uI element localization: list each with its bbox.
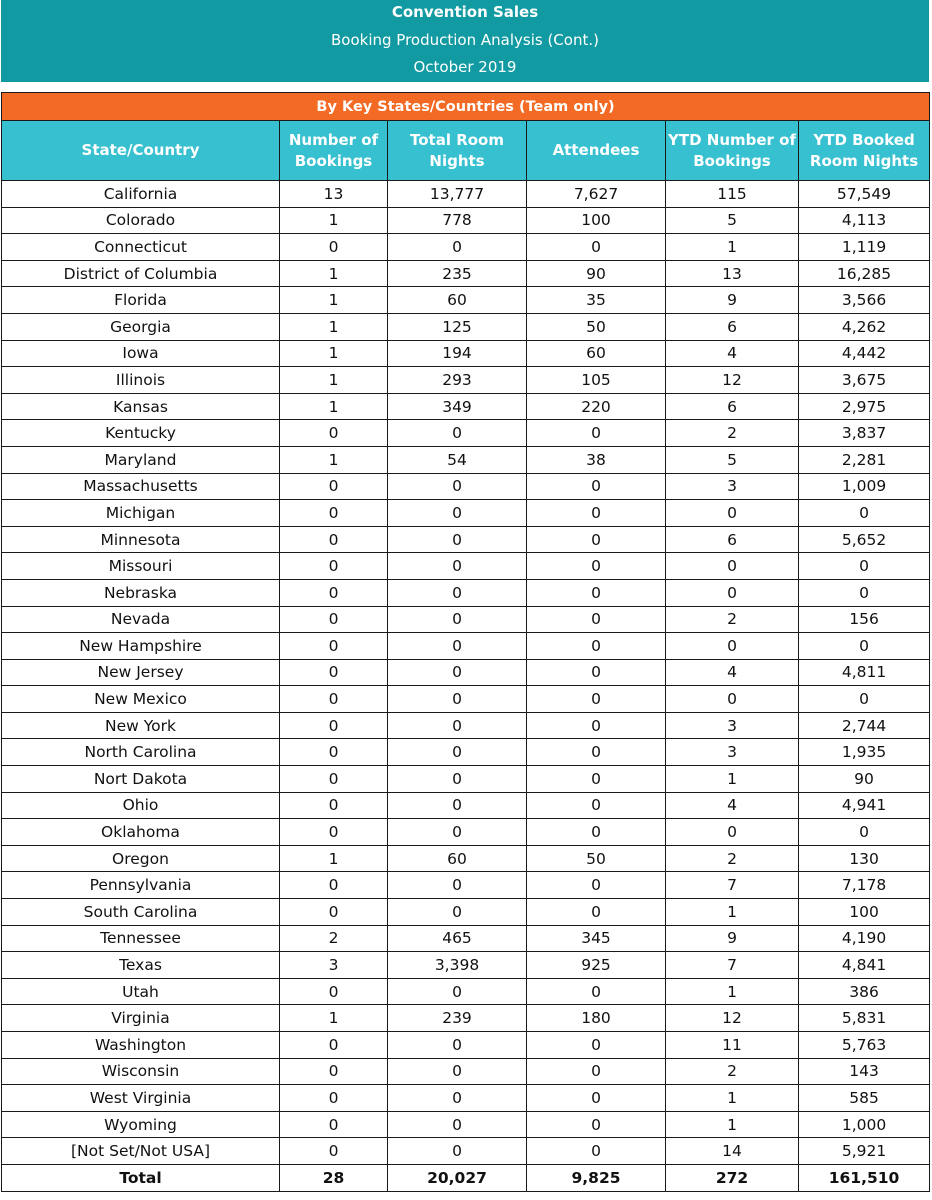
cell-room-nights: 465	[388, 925, 527, 952]
total-ytd-bookings: 272	[666, 1164, 799, 1191]
cell-state: North Carolina	[2, 739, 280, 766]
cell-bookings: 0	[280, 1111, 388, 1138]
cell-room-nights: 0	[388, 473, 527, 500]
cell-ytd-room-nights: 1,935	[799, 739, 930, 766]
cell-ytd-room-nights: 0	[799, 819, 930, 846]
cell-ytd-bookings: 0	[666, 819, 799, 846]
cell-ytd-bookings: 2	[666, 606, 799, 633]
cell-room-nights: 0	[388, 978, 527, 1005]
cell-ytd-bookings: 9	[666, 287, 799, 314]
cell-ytd-room-nights: 4,113	[799, 207, 930, 234]
cell-state: Michigan	[2, 500, 280, 527]
table-row	[2, 792, 930, 819]
cell-room-nights: 0	[388, 1111, 527, 1138]
cell-ytd-room-nights: 4,442	[799, 340, 930, 367]
cell-attendees: 0	[527, 766, 666, 793]
cell-state: Oregon	[2, 845, 280, 872]
cell-state: Nevada	[2, 606, 280, 633]
cell-ytd-bookings: 6	[666, 393, 799, 420]
cell-ytd-room-nights: 5,831	[799, 1005, 930, 1032]
cell-attendees: 50	[527, 845, 666, 872]
cell-ytd-bookings: 115	[666, 181, 799, 208]
cell-room-nights: 125	[388, 313, 527, 340]
cell-state: Wyoming	[2, 1111, 280, 1138]
table-row	[2, 367, 930, 394]
table-row	[2, 420, 930, 447]
cell-ytd-bookings: 2	[666, 420, 799, 447]
table-row	[2, 553, 930, 580]
cell-ytd-bookings: 7	[666, 872, 799, 899]
cell-ytd-bookings: 3	[666, 739, 799, 766]
cell-state: California	[2, 181, 280, 208]
cell-state: Florida	[2, 287, 280, 314]
cell-bookings: 1	[280, 393, 388, 420]
cell-state: Illinois	[2, 367, 280, 394]
cell-ytd-room-nights: 100	[799, 899, 930, 926]
table-row	[2, 978, 930, 1005]
cell-ytd-room-nights: 4,841	[799, 952, 930, 979]
cell-attendees: 0	[527, 420, 666, 447]
cell-ytd-bookings: 3	[666, 473, 799, 500]
cell-attendees: 0	[527, 739, 666, 766]
report-title: Convention Sales	[391, 3, 539, 21]
cell-room-nights: 0	[388, 792, 527, 819]
cell-bookings: 0	[280, 579, 388, 606]
cell-room-nights: 60	[388, 845, 527, 872]
cell-state: Kentucky	[2, 420, 280, 447]
cell-ytd-room-nights: 3,675	[799, 367, 930, 394]
cell-attendees: 0	[527, 553, 666, 580]
cell-state: Colorado	[2, 207, 280, 234]
cell-ytd-bookings: 1	[666, 766, 799, 793]
table-row	[2, 207, 930, 234]
table-row	[2, 500, 930, 527]
cell-room-nights: 349	[388, 393, 527, 420]
cell-attendees: 345	[527, 925, 666, 952]
cell-ytd-room-nights: 2,744	[799, 712, 930, 739]
cell-state: West Virginia	[2, 1085, 280, 1112]
cell-bookings: 0	[280, 819, 388, 846]
column-header-ytd-bookings: YTD Number of Bookings	[666, 121, 799, 181]
cell-room-nights: 0	[388, 819, 527, 846]
cell-state: Washington	[2, 1032, 280, 1059]
cell-ytd-room-nights: 0	[799, 633, 930, 660]
cell-room-nights: 0	[388, 1085, 527, 1112]
section-title: By Key States/Countries (Team only)	[2, 93, 930, 121]
table-row	[2, 393, 930, 420]
cell-bookings: 0	[280, 1085, 388, 1112]
cell-ytd-bookings: 9	[666, 925, 799, 952]
cell-bookings: 0	[280, 659, 388, 686]
cell-attendees: 90	[527, 260, 666, 287]
cell-ytd-bookings: 2	[666, 1058, 799, 1085]
cell-bookings: 0	[280, 792, 388, 819]
cell-ytd-bookings: 0	[666, 500, 799, 527]
cell-state: Nebraska	[2, 579, 280, 606]
table-row	[2, 579, 930, 606]
cell-ytd-bookings: 6	[666, 526, 799, 553]
cell-room-nights: 239	[388, 1005, 527, 1032]
cell-state: Kansas	[2, 393, 280, 420]
column-header-row	[2, 121, 930, 181]
cell-room-nights: 60	[388, 287, 527, 314]
cell-attendees: 50	[527, 313, 666, 340]
table-row	[2, 1111, 930, 1138]
cell-ytd-room-nights: 585	[799, 1085, 930, 1112]
cell-bookings: 0	[280, 1138, 388, 1165]
table-row	[2, 606, 930, 633]
cell-ytd-room-nights: 3,837	[799, 420, 930, 447]
table-row	[2, 766, 930, 793]
table-row	[2, 925, 930, 952]
cell-ytd-room-nights: 1,009	[799, 473, 930, 500]
table-row	[2, 819, 930, 846]
cell-state: Virginia	[2, 1005, 280, 1032]
cell-attendees: 0	[527, 1111, 666, 1138]
cell-room-nights: 0	[388, 526, 527, 553]
cell-attendees: 0	[527, 473, 666, 500]
cell-ytd-room-nights: 143	[799, 1058, 930, 1085]
cell-attendees: 180	[527, 1005, 666, 1032]
cell-room-nights: 0	[388, 234, 527, 261]
table-row	[2, 845, 930, 872]
cell-attendees: 105	[527, 367, 666, 394]
cell-bookings: 0	[280, 1058, 388, 1085]
report-banner	[1, 0, 929, 82]
cell-room-nights: 0	[388, 899, 527, 926]
cell-bookings: 3	[280, 952, 388, 979]
table-row	[2, 526, 930, 553]
cell-room-nights: 0	[388, 872, 527, 899]
cell-room-nights: 778	[388, 207, 527, 234]
cell-state: [Not Set/Not USA]	[2, 1138, 280, 1165]
cell-state: Nort Dakota	[2, 766, 280, 793]
cell-room-nights: 0	[388, 686, 527, 713]
cell-ytd-room-nights: 4,811	[799, 659, 930, 686]
cell-bookings: 1	[280, 207, 388, 234]
cell-state: Maryland	[2, 446, 280, 473]
cell-attendees: 220	[527, 393, 666, 420]
table-row	[2, 739, 930, 766]
cell-ytd-room-nights: 4,941	[799, 792, 930, 819]
table-row	[2, 899, 930, 926]
cell-bookings: 0	[280, 739, 388, 766]
cell-bookings: 1	[280, 367, 388, 394]
cell-ytd-bookings: 7	[666, 952, 799, 979]
cell-state: Pennsylvania	[2, 872, 280, 899]
cell-state: New Hampshire	[2, 633, 280, 660]
cell-ytd-bookings: 1	[666, 978, 799, 1005]
cell-attendees: 0	[527, 1085, 666, 1112]
cell-bookings: 0	[280, 473, 388, 500]
cell-room-nights: 0	[388, 659, 527, 686]
column-header-attendees: Attendees	[527, 121, 666, 181]
cell-bookings: 1	[280, 313, 388, 340]
cell-ytd-room-nights: 2,281	[799, 446, 930, 473]
cell-ytd-room-nights: 4,190	[799, 925, 930, 952]
cell-room-nights: 235	[388, 260, 527, 287]
cell-ytd-room-nights: 5,921	[799, 1138, 930, 1165]
cell-bookings: 2	[280, 925, 388, 952]
table-row	[2, 872, 930, 899]
cell-state: Wisconsin	[2, 1058, 280, 1085]
cell-ytd-room-nights: 5,652	[799, 526, 930, 553]
cell-ytd-room-nights: 0	[799, 553, 930, 580]
cell-room-nights: 194	[388, 340, 527, 367]
cell-room-nights: 0	[388, 553, 527, 580]
cell-bookings: 0	[280, 686, 388, 713]
cell-state: Ohio	[2, 792, 280, 819]
cell-room-nights: 293	[388, 367, 527, 394]
cell-ytd-bookings: 6	[666, 313, 799, 340]
cell-ytd-room-nights: 5,763	[799, 1032, 930, 1059]
table-row	[2, 1005, 930, 1032]
cell-ytd-bookings: 14	[666, 1138, 799, 1165]
cell-room-nights: 0	[388, 766, 527, 793]
cell-attendees: 0	[527, 978, 666, 1005]
cell-ytd-bookings: 5	[666, 446, 799, 473]
cell-attendees: 60	[527, 340, 666, 367]
cell-bookings: 1	[280, 260, 388, 287]
cell-attendees: 0	[527, 1058, 666, 1085]
cell-bookings: 0	[280, 712, 388, 739]
cell-attendees: 7,627	[527, 181, 666, 208]
cell-state: Iowa	[2, 340, 280, 367]
section-header-row	[2, 93, 930, 121]
table-row	[2, 313, 930, 340]
cell-bookings: 0	[280, 872, 388, 899]
cell-room-nights: 3,398	[388, 952, 527, 979]
table-row	[2, 1058, 930, 1085]
cell-ytd-bookings: 1	[666, 1111, 799, 1138]
table-row	[2, 1138, 930, 1165]
column-header-ytd-room-nights: YTD Booked Room Nights	[799, 121, 930, 181]
cell-bookings: 0	[280, 553, 388, 580]
cell-attendees: 0	[527, 1032, 666, 1059]
cell-room-nights: 0	[388, 606, 527, 633]
cell-ytd-bookings: 13	[666, 260, 799, 287]
table-row	[2, 633, 930, 660]
table-row	[2, 340, 930, 367]
table-row	[2, 659, 930, 686]
cell-state: New Jersey	[2, 659, 280, 686]
cell-ytd-room-nights: 0	[799, 686, 930, 713]
cell-attendees: 0	[527, 234, 666, 261]
cell-attendees: 38	[527, 446, 666, 473]
cell-bookings: 0	[280, 526, 388, 553]
cell-attendees: 100	[527, 207, 666, 234]
cell-attendees: 0	[527, 819, 666, 846]
column-header-room-nights: Total Room Nights	[388, 121, 527, 181]
cell-ytd-room-nights: 2,975	[799, 393, 930, 420]
cell-room-nights: 0	[388, 1138, 527, 1165]
table-row	[2, 952, 930, 979]
cell-attendees: 0	[527, 899, 666, 926]
cell-bookings: 0	[280, 978, 388, 1005]
cell-ytd-bookings: 0	[666, 553, 799, 580]
cell-bookings: 1	[280, 845, 388, 872]
table-row	[2, 181, 930, 208]
cell-ytd-room-nights: 16,285	[799, 260, 930, 287]
cell-ytd-room-nights: 386	[799, 978, 930, 1005]
cell-room-nights: 0	[388, 1032, 527, 1059]
cell-attendees: 0	[527, 526, 666, 553]
cell-ytd-room-nights: 130	[799, 845, 930, 872]
cell-bookings: 0	[280, 633, 388, 660]
cell-state: New York	[2, 712, 280, 739]
cell-ytd-bookings: 0	[666, 579, 799, 606]
cell-attendees: 0	[527, 659, 666, 686]
cell-bookings: 0	[280, 766, 388, 793]
cell-ytd-bookings: 0	[666, 686, 799, 713]
table-row	[2, 260, 930, 287]
cell-bookings: 0	[280, 1032, 388, 1059]
cell-state: New Mexico	[2, 686, 280, 713]
cell-bookings: 0	[280, 606, 388, 633]
cell-state: Tennessee	[2, 925, 280, 952]
cell-bookings: 1	[280, 1005, 388, 1032]
cell-ytd-bookings: 0	[666, 633, 799, 660]
column-header-state: State/Country	[2, 121, 280, 181]
cell-state: District of Columbia	[2, 260, 280, 287]
cell-ytd-room-nights: 1,000	[799, 1111, 930, 1138]
column-header-bookings: Number of Bookings	[280, 121, 388, 181]
total-bookings: 28	[280, 1164, 388, 1191]
table-body	[2, 181, 930, 1165]
cell-bookings: 0	[280, 420, 388, 447]
cell-ytd-bookings: 4	[666, 340, 799, 367]
cell-attendees: 35	[527, 287, 666, 314]
cell-ytd-room-nights: 7,178	[799, 872, 930, 899]
cell-ytd-bookings: 4	[666, 792, 799, 819]
total-room-nights: 20,027	[388, 1164, 527, 1191]
cell-bookings: 13	[280, 181, 388, 208]
cell-bookings: 1	[280, 340, 388, 367]
cell-room-nights: 54	[388, 446, 527, 473]
cell-ytd-bookings: 12	[666, 1005, 799, 1032]
cell-state: Georgia	[2, 313, 280, 340]
cell-ytd-room-nights: 4,262	[799, 313, 930, 340]
table-row	[2, 473, 930, 500]
cell-bookings: 0	[280, 899, 388, 926]
cell-ytd-bookings: 11	[666, 1032, 799, 1059]
total-label: Total	[2, 1164, 280, 1191]
cell-attendees: 0	[527, 712, 666, 739]
cell-room-nights: 0	[388, 1058, 527, 1085]
cell-ytd-bookings: 5	[666, 207, 799, 234]
table-row	[2, 1085, 930, 1112]
table-row	[2, 712, 930, 739]
cell-state: South Carolina	[2, 899, 280, 926]
cell-room-nights: 0	[388, 633, 527, 660]
cell-ytd-bookings: 4	[666, 659, 799, 686]
table-row	[2, 686, 930, 713]
cell-attendees: 0	[527, 500, 666, 527]
cell-ytd-bookings: 12	[666, 367, 799, 394]
cell-ytd-bookings: 1	[666, 234, 799, 261]
cell-room-nights: 0	[388, 739, 527, 766]
cell-state: Texas	[2, 952, 280, 979]
cell-ytd-bookings: 3	[666, 712, 799, 739]
cell-attendees: 0	[527, 686, 666, 713]
cell-ytd-bookings: 1	[666, 899, 799, 926]
cell-ytd-room-nights: 90	[799, 766, 930, 793]
cell-attendees: 0	[527, 606, 666, 633]
cell-attendees: 0	[527, 792, 666, 819]
cell-attendees: 0	[527, 872, 666, 899]
cell-bookings: 1	[280, 287, 388, 314]
cell-ytd-room-nights: 0	[799, 500, 930, 527]
cell-ytd-room-nights: 0	[799, 579, 930, 606]
cell-ytd-bookings: 1	[666, 1085, 799, 1112]
total-row	[2, 1164, 930, 1191]
report-period: October 2019	[413, 58, 517, 76]
cell-state: Massachusetts	[2, 473, 280, 500]
cell-room-nights: 13,777	[388, 181, 527, 208]
cell-room-nights: 0	[388, 500, 527, 527]
cell-state: Minnesota	[2, 526, 280, 553]
cell-attendees: 0	[527, 579, 666, 606]
cell-bookings: 0	[280, 500, 388, 527]
cell-ytd-room-nights: 1,119	[799, 234, 930, 261]
total-attendees: 9,825	[527, 1164, 666, 1191]
table-row	[2, 446, 930, 473]
cell-attendees: 0	[527, 1138, 666, 1165]
cell-room-nights: 0	[388, 420, 527, 447]
cell-attendees: 0	[527, 633, 666, 660]
cell-bookings: 1	[280, 446, 388, 473]
total-ytd-room-nights: 161,510	[799, 1164, 930, 1191]
cell-state: Oklahoma	[2, 819, 280, 846]
cell-room-nights: 0	[388, 712, 527, 739]
cell-ytd-room-nights: 3,566	[799, 287, 930, 314]
cell-attendees: 925	[527, 952, 666, 979]
cell-state: Utah	[2, 978, 280, 1005]
cell-state: Missouri	[2, 553, 280, 580]
cell-ytd-room-nights: 57,549	[799, 181, 930, 208]
cell-room-nights: 0	[388, 579, 527, 606]
bookings-table	[1, 92, 930, 1192]
report-subtitle: Booking Production Analysis (Cont.)	[331, 31, 599, 49]
cell-state: Connecticut	[2, 234, 280, 261]
cell-bookings: 0	[280, 234, 388, 261]
table-row	[2, 1032, 930, 1059]
table-row	[2, 234, 930, 261]
cell-ytd-room-nights: 156	[799, 606, 930, 633]
cell-ytd-bookings: 2	[666, 845, 799, 872]
table-row	[2, 287, 930, 314]
